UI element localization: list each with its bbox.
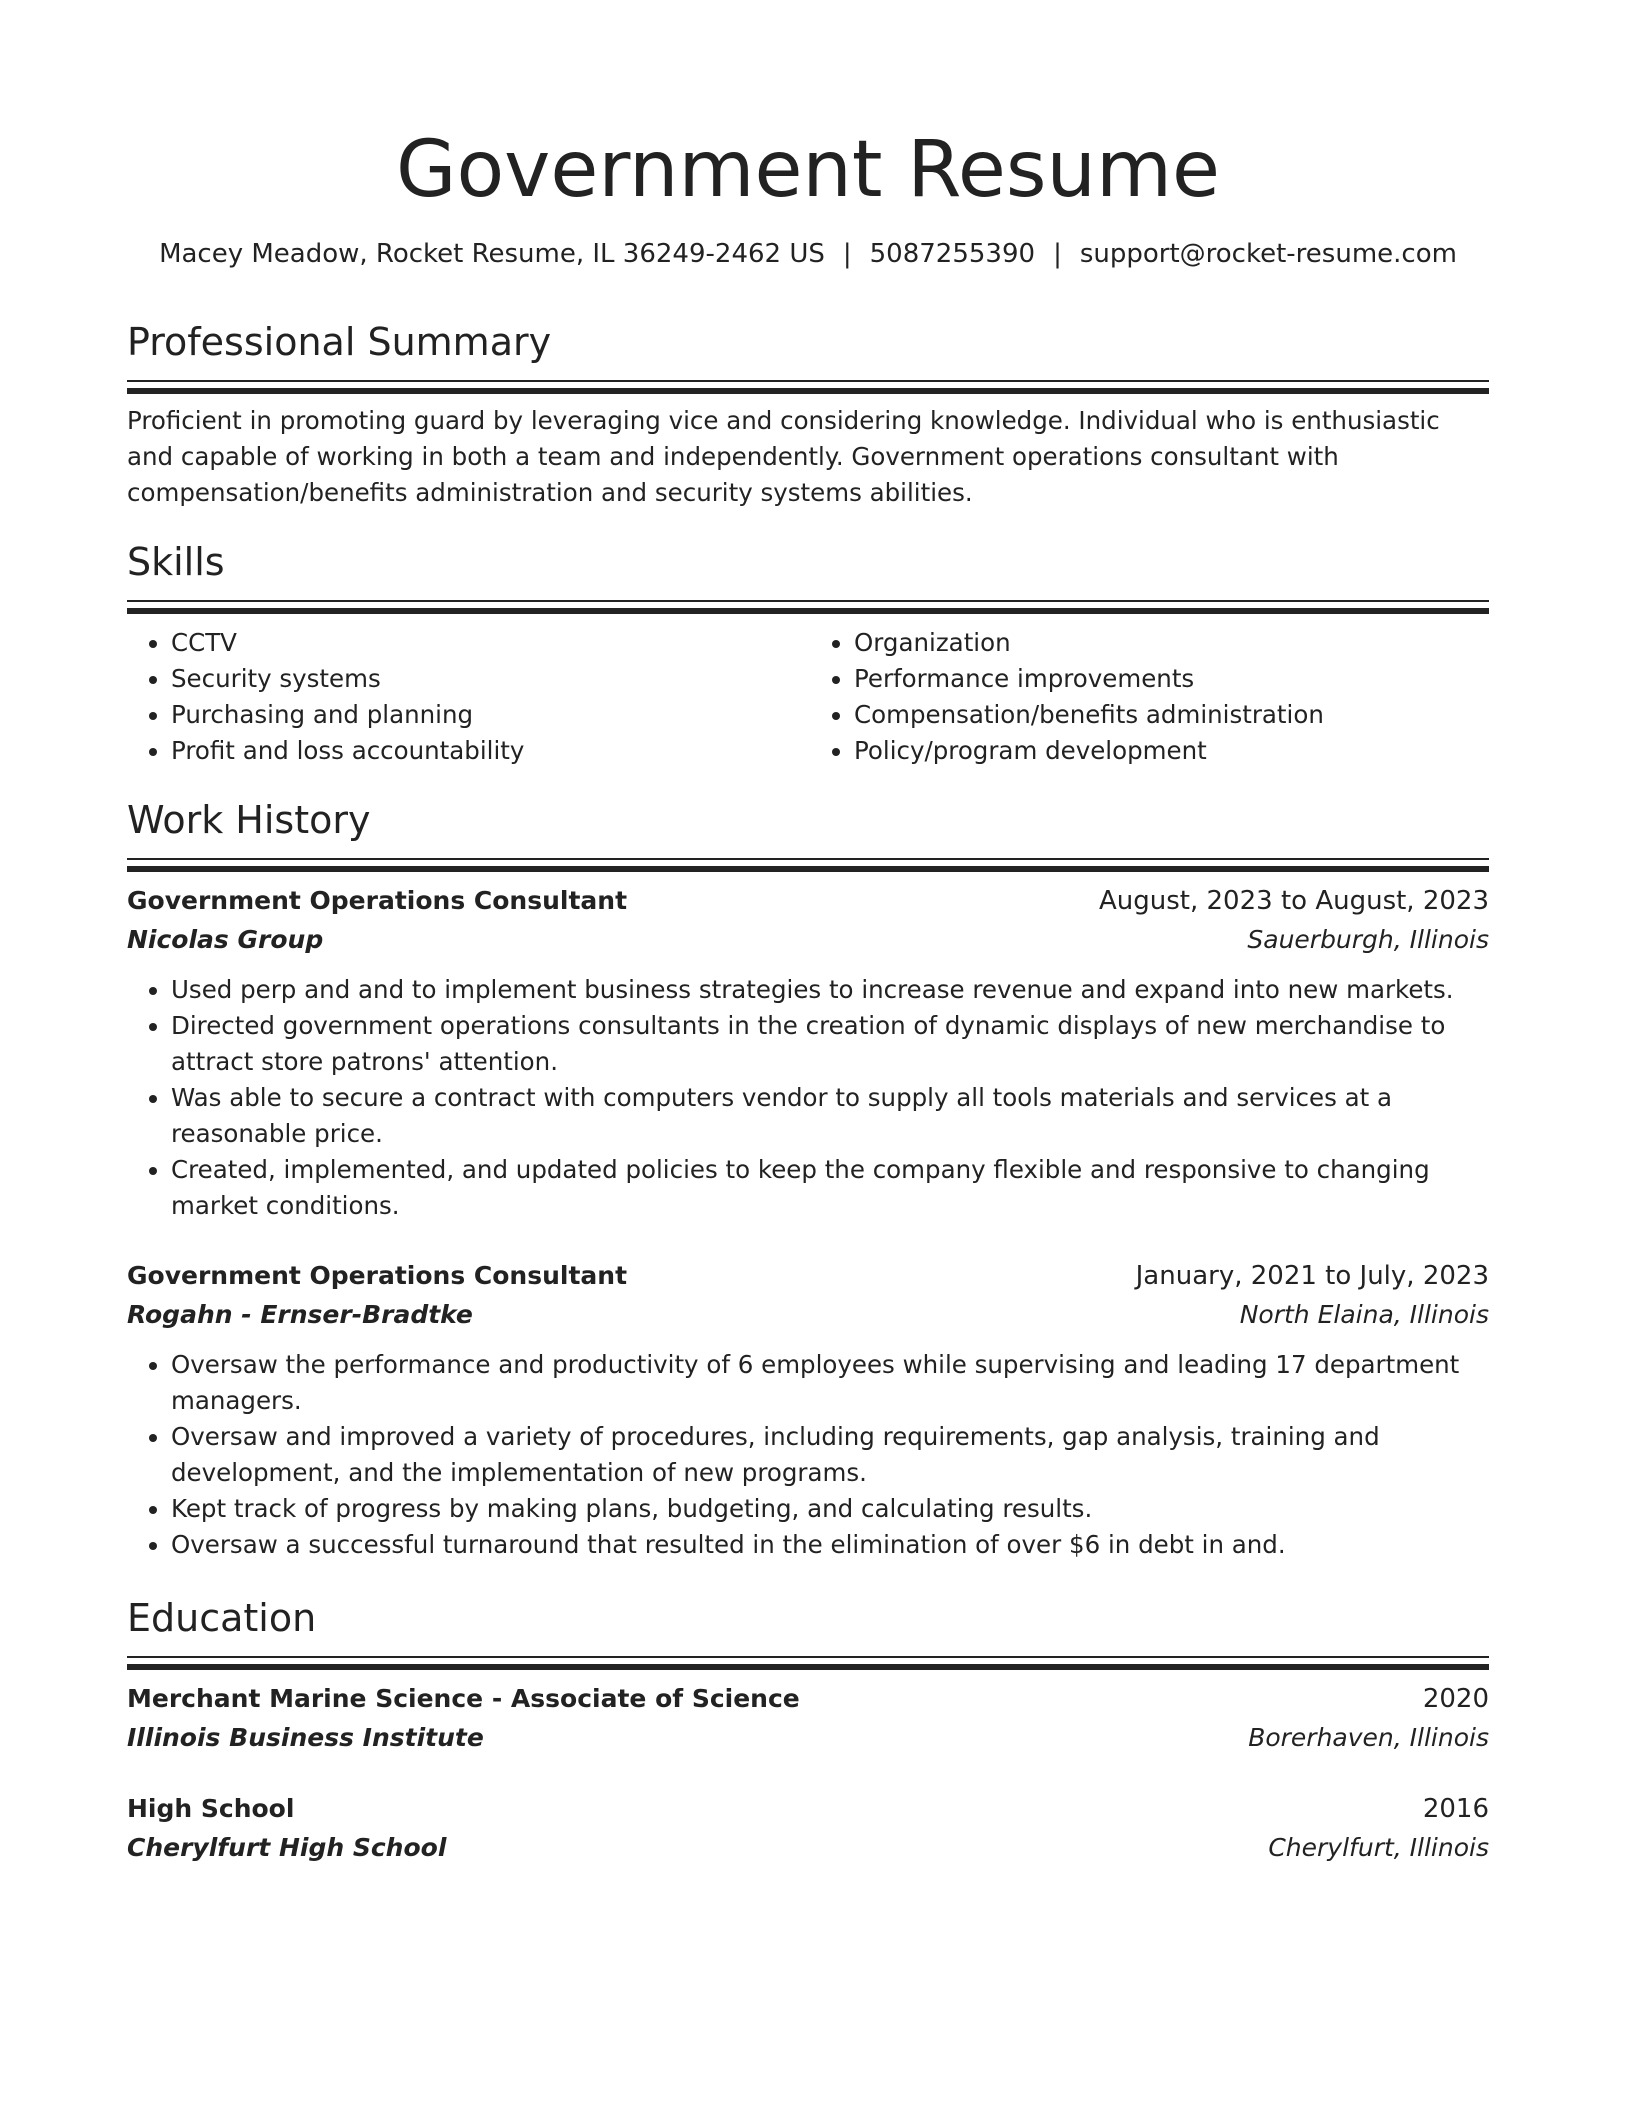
contact-separator: |: [1053, 239, 1062, 269]
summary-section-header: [127, 318, 1489, 394]
job-company: Nicolas Group: [127, 925, 324, 954]
skill-item: • Profit and loss accountability: [171, 733, 806, 769]
contact-phone[interactable]: 5087255390: [869, 239, 1036, 269]
job-bullet: • Oversaw the performance and productivity of 6 employees while supervising and leading 17 department managers.: [171, 1347, 1489, 1419]
job-bullet: • Directed government operations consultants in the creation of dynamic displays of new merchandise to attract store patrons' attention.: [171, 1008, 1489, 1080]
job-bullets: [127, 972, 1489, 1224]
work-section-header: [127, 796, 1489, 872]
education-heading: Education: [127, 1596, 317, 1640]
skill-item: • Policy/program development: [854, 733, 1489, 769]
job-bullets: [127, 1347, 1489, 1563]
skills-column-right: [806, 625, 1489, 769]
work-heading: Work History: [127, 798, 371, 842]
skill-item: • Compensation/benefits administration: [854, 697, 1489, 733]
section-divider-thin: [127, 600, 1489, 602]
skills-section-header: [127, 538, 1489, 614]
skill-item: • CCTV: [171, 625, 806, 661]
job-bullet: • Oversaw a successful turnaround that resulted in the elimination of over $6 in debt in and.: [171, 1527, 1489, 1563]
skill-item: • Organization: [854, 625, 1489, 661]
job-entry: [127, 882, 1489, 1224]
job-bullet: • Used perp and and to implement business strategies to increase revenue and expand into new markets.: [171, 972, 1489, 1008]
job-location: North Elaina, Illinois: [1239, 1300, 1489, 1329]
job-company: Rogahn - Ernser-Bradtke: [127, 1300, 473, 1329]
contact-email[interactable]: support@rocket-resume.com: [1079, 239, 1457, 269]
job-title: Government Operations Consultant: [127, 1261, 628, 1290]
job-dates: August, 2023 to August, 2023: [1099, 886, 1489, 916]
section-divider-thin: [127, 1656, 1489, 1658]
section-divider-thick: [127, 866, 1489, 872]
education-year: 2020: [1422, 1684, 1489, 1714]
education-entry: [127, 1790, 1489, 1868]
job-title: Government Operations Consultant: [127, 886, 628, 915]
education-school: Illinois Business Institute: [127, 1723, 484, 1752]
section-divider-thick: [127, 608, 1489, 614]
education-location: Cherylfurt, Illinois: [1268, 1833, 1489, 1862]
skill-item: • Security systems: [171, 661, 806, 697]
education-degree: Merchant Marine Science - Associate of Science: [127, 1684, 800, 1713]
skills-list: [127, 625, 1489, 769]
job-bullet: • Oversaw and improved a variety of procedures, including requirements, gap analysis, training and development, and the implementation of new programs.: [171, 1419, 1489, 1491]
job-dates: January, 2021 to July, 2023: [1135, 1261, 1489, 1291]
job-bullet: • Created, implemented, and updated policies to keep the company flexible and responsive to changing market conditions.: [171, 1152, 1489, 1224]
section-divider-thin: [127, 858, 1489, 860]
job-entry: [127, 1257, 1489, 1563]
section-divider-thin: [127, 380, 1489, 382]
education-section-header: [127, 1594, 1489, 1670]
skill-item: • Purchasing and planning: [171, 697, 806, 733]
education-school: Cherylfurt High School: [127, 1833, 447, 1862]
contact-separator: |: [842, 239, 852, 269]
summary-text: Proficient in promoting guard by leveraging vice and considering knowledge. Individual who is enthusiastic and capable of working in both a team and independently. Government operations consultant with compensation/benefits administration and security systems abilities.: [127, 406, 1440, 507]
job-location: Sauerburgh, Illinois: [1247, 925, 1489, 954]
summary-heading: Professional Summary: [127, 320, 552, 364]
skill-item: • Performance improvements: [854, 661, 1489, 697]
resume-title: Government Resume: [396, 125, 1220, 215]
job-bullet: • Kept track of progress by making plans, budgeting, and calculating results.: [171, 1491, 1489, 1527]
contact-line: [127, 236, 1489, 272]
education-entry: [127, 1680, 1489, 1758]
education-degree: High School: [127, 1794, 295, 1823]
job-bullet: • Was able to secure a contract with computers vendor to supply all tools materials and services at a reasonable price.: [171, 1080, 1489, 1152]
education-year: 2016: [1422, 1794, 1489, 1824]
skills-column-left: [127, 625, 806, 769]
section-divider-thick: [127, 388, 1489, 394]
skills-heading: Skills: [127, 540, 225, 584]
education-location: Borerhaven, Illinois: [1248, 1723, 1489, 1752]
section-divider-thick: [127, 1664, 1489, 1670]
contact-address: Macey Meadow, Rocket Resume, IL 36249-2462 US: [159, 239, 825, 269]
